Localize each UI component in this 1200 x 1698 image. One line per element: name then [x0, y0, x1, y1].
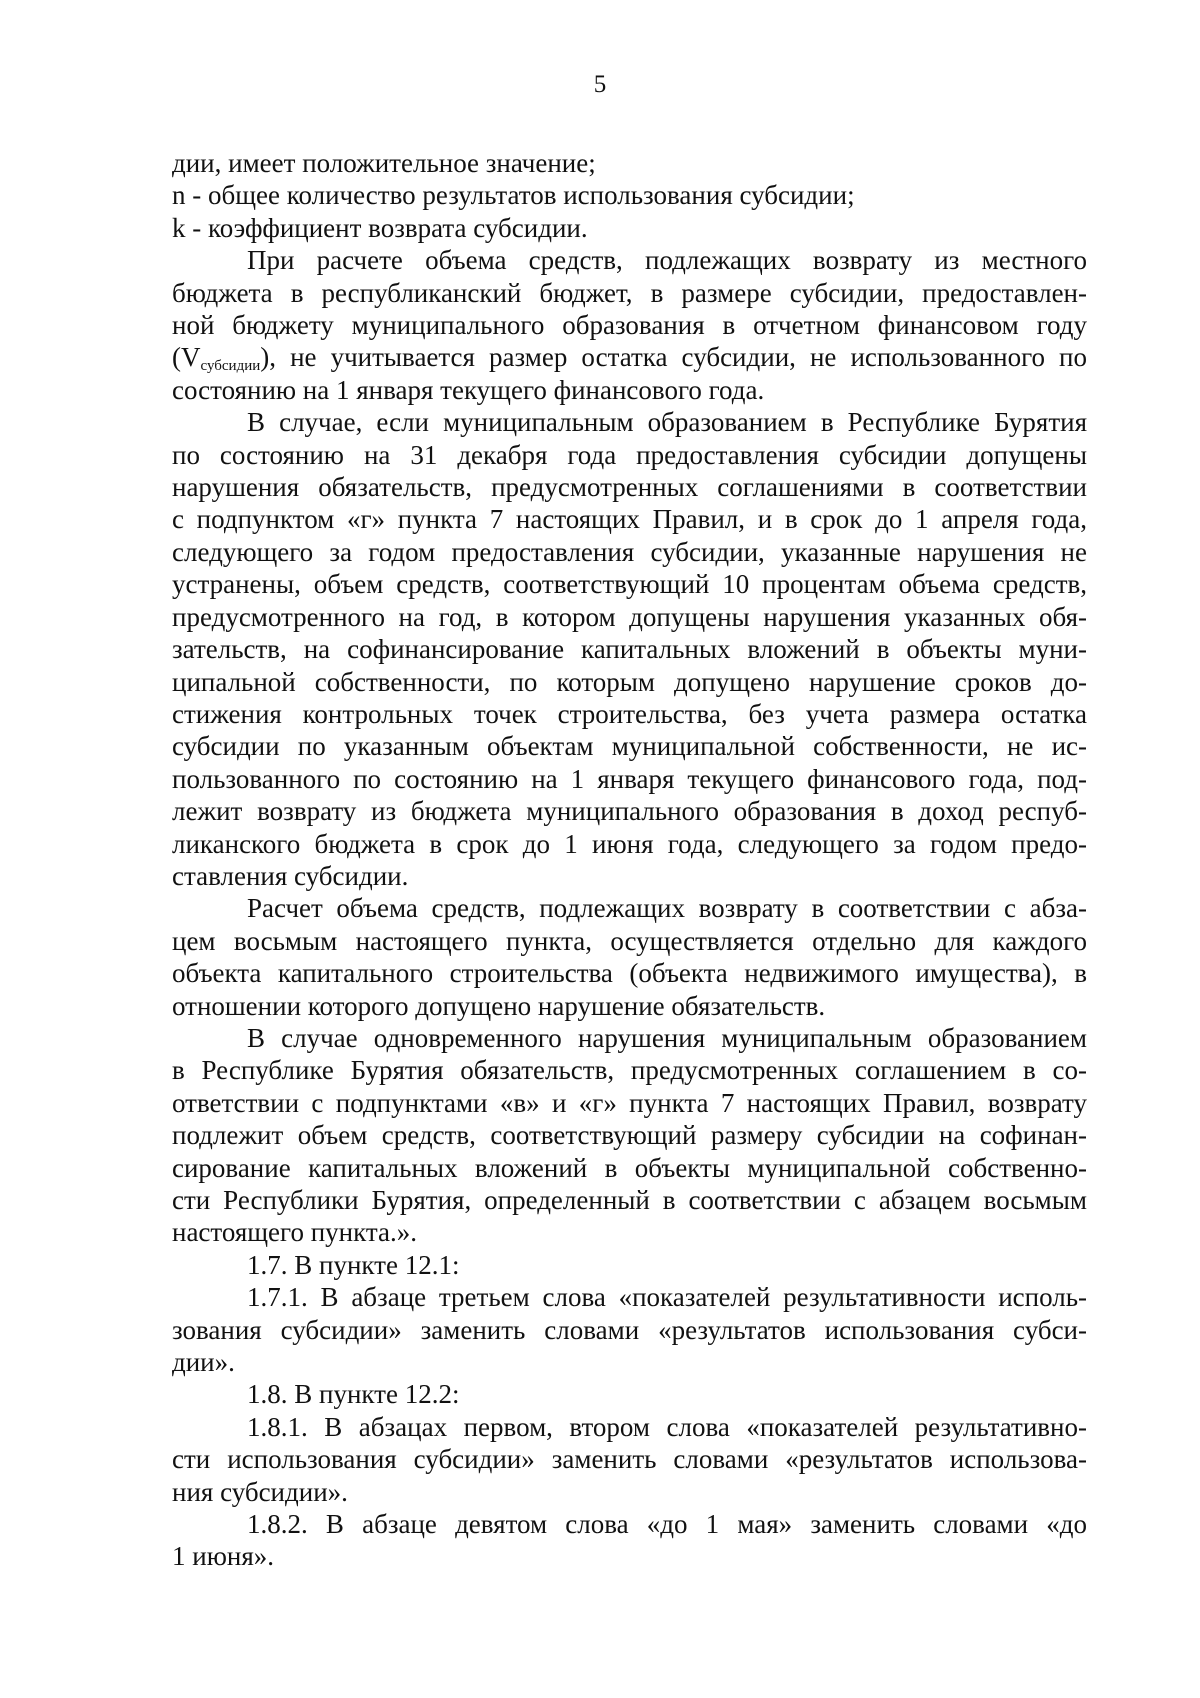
paragraph-p3 [172, 212, 1087, 244]
text-line: В случае одновременного нарушения муниципальным образованием [247, 1022, 1087, 1053]
text-line: по состоянию на 31 декабря года предоставления субсидии допущены [172, 439, 1087, 470]
text-line: настоящего пункта.». [172, 1217, 417, 1248]
text-line: пользованного по состоянию на 1 января текущего финансового года, под- [172, 763, 1087, 794]
text-line: сти Республики Бурятия, определенный в соответствии с абзацем восьмым [172, 1185, 1087, 1215]
paragraph-p11 [172, 1411, 1087, 1508]
text-line: отношении которого допущено нарушение обязательств. [172, 990, 826, 1021]
text-line: 1 июня». [172, 1541, 274, 1572]
text-line: бюджета в республиканский бюджет, в размере субсидии, предоставлен- [172, 277, 1087, 308]
text-line: с подпунктом «г» пункта 7 настоящих Правил, и в срок до 1 апреля года, [172, 504, 1087, 535]
text-line: дии». [172, 1347, 235, 1378]
paragraph-p5 [172, 406, 1087, 892]
text-line: 1.7. В пункте 12.1: [247, 1249, 460, 1280]
text-line: устранены, объем средств, соответствующий 10 процентам объема средств, [172, 569, 1087, 600]
text-line: состоянию на 1 января текущего финансового года. [172, 374, 765, 405]
paragraph-p10 [172, 1378, 1087, 1410]
text-line: сти использования субсидии» заменить словами «результатов использова- [172, 1444, 1087, 1475]
paragraph-p1 [172, 147, 1087, 179]
text-line: объекта капитального строительства (объекта недвижимого имущества), в [172, 958, 1087, 989]
text-line: дии, имеет положительное значение; [172, 148, 596, 178]
paragraph-p7 [172, 1022, 1087, 1249]
page-number: 5 [593, 71, 607, 98]
text-line: ципальной собственности, по которым допущено нарушение сроков до- [172, 666, 1087, 697]
text-line: k - коэффициент возврата субсидии. [172, 212, 588, 243]
text-line: При расчете объема средств, подлежащих возврату из местного [247, 245, 1087, 276]
text-line: лежит возврату из бюджета муниципального образования в доход респуб- [172, 796, 1087, 827]
paragraph-p2 [172, 179, 1087, 211]
text-line: цем восьмым настоящего пункта, осуществляется отдельно для каждого [172, 925, 1087, 956]
text-line: субсидии по указанным объектам муниципальной собственности, не ис- [172, 731, 1087, 762]
text-line: подлежит объем средств, соответствующий размеру субсидии на софинан- [172, 1120, 1087, 1151]
text-line: зательств, на софинансирование капитальных вложений в объекты муни- [172, 634, 1087, 665]
paragraph-p9 [172, 1281, 1087, 1378]
text-line: зования субсидии» заменить словами «результатов использования субси- [172, 1314, 1087, 1345]
paragraph-p8 [172, 1249, 1087, 1281]
formula-v-letter: V [181, 342, 201, 373]
paragraph-p6 [172, 892, 1087, 1022]
formula-v-subscript: субсидии [200, 358, 261, 375]
paragraph-p4 [172, 244, 1087, 406]
text-line: стижения контрольных точек строительства, без учета размера остатка [172, 698, 1087, 729]
text-line: n - общее количество результатов использования субсидии; [172, 180, 855, 211]
text-line: 1.8.1. В абзацах первом, втором слова «показателей результативно- [247, 1411, 1087, 1442]
text-line: В случае, если муниципальным образованием в Республике Бурятия [247, 407, 1087, 438]
text-line: ответствии с подпунктами «в» и «г» пункта 7 настоящих Правил, возврату [172, 1087, 1087, 1118]
text-line: $(V_{субсидии})$, не учитывается размер остатка субсидии, не использованного по [172, 342, 1087, 375]
text-line: 1.7.1. В абзаце третьем слова «показателей результативности исполь- [247, 1282, 1087, 1313]
text-line: сирование капитальных вложений в объекты муниципальной собственно- [172, 1152, 1087, 1183]
text-line: ной бюджету муниципального образования в отчетном финансовом году [172, 310, 1087, 341]
text-line: следующего за годом предоставления субсидии, указанные нарушения не [172, 536, 1087, 567]
text-line: 1.8.2. В абзаце девятом слова «до 1 мая» заменить словами «до [247, 1509, 1087, 1540]
paragraph-p12 [172, 1508, 1087, 1573]
text-line: 1.8. В пункте 12.2: [247, 1379, 460, 1410]
document-body [172, 147, 1087, 1573]
text-line: предусмотренного на год, в котором допущены нарушения указанных обя- [172, 601, 1087, 632]
text-line: в Республике Бурятия обязательств, предусмотренных соглашением в со- [172, 1055, 1087, 1086]
text-line: ния субсидии». [172, 1476, 348, 1507]
text-line: ставления субсидии. [172, 860, 409, 891]
text-line: ликанского бюджета в срок до 1 июня года, следующего за годом предо- [172, 828, 1087, 859]
text-line: нарушения обязательств, предусмотренных соглашениями в соответствии [172, 472, 1087, 503]
text-line: Расчет объема средств, подлежащих возврату в соответствии с абза- [247, 893, 1087, 924]
